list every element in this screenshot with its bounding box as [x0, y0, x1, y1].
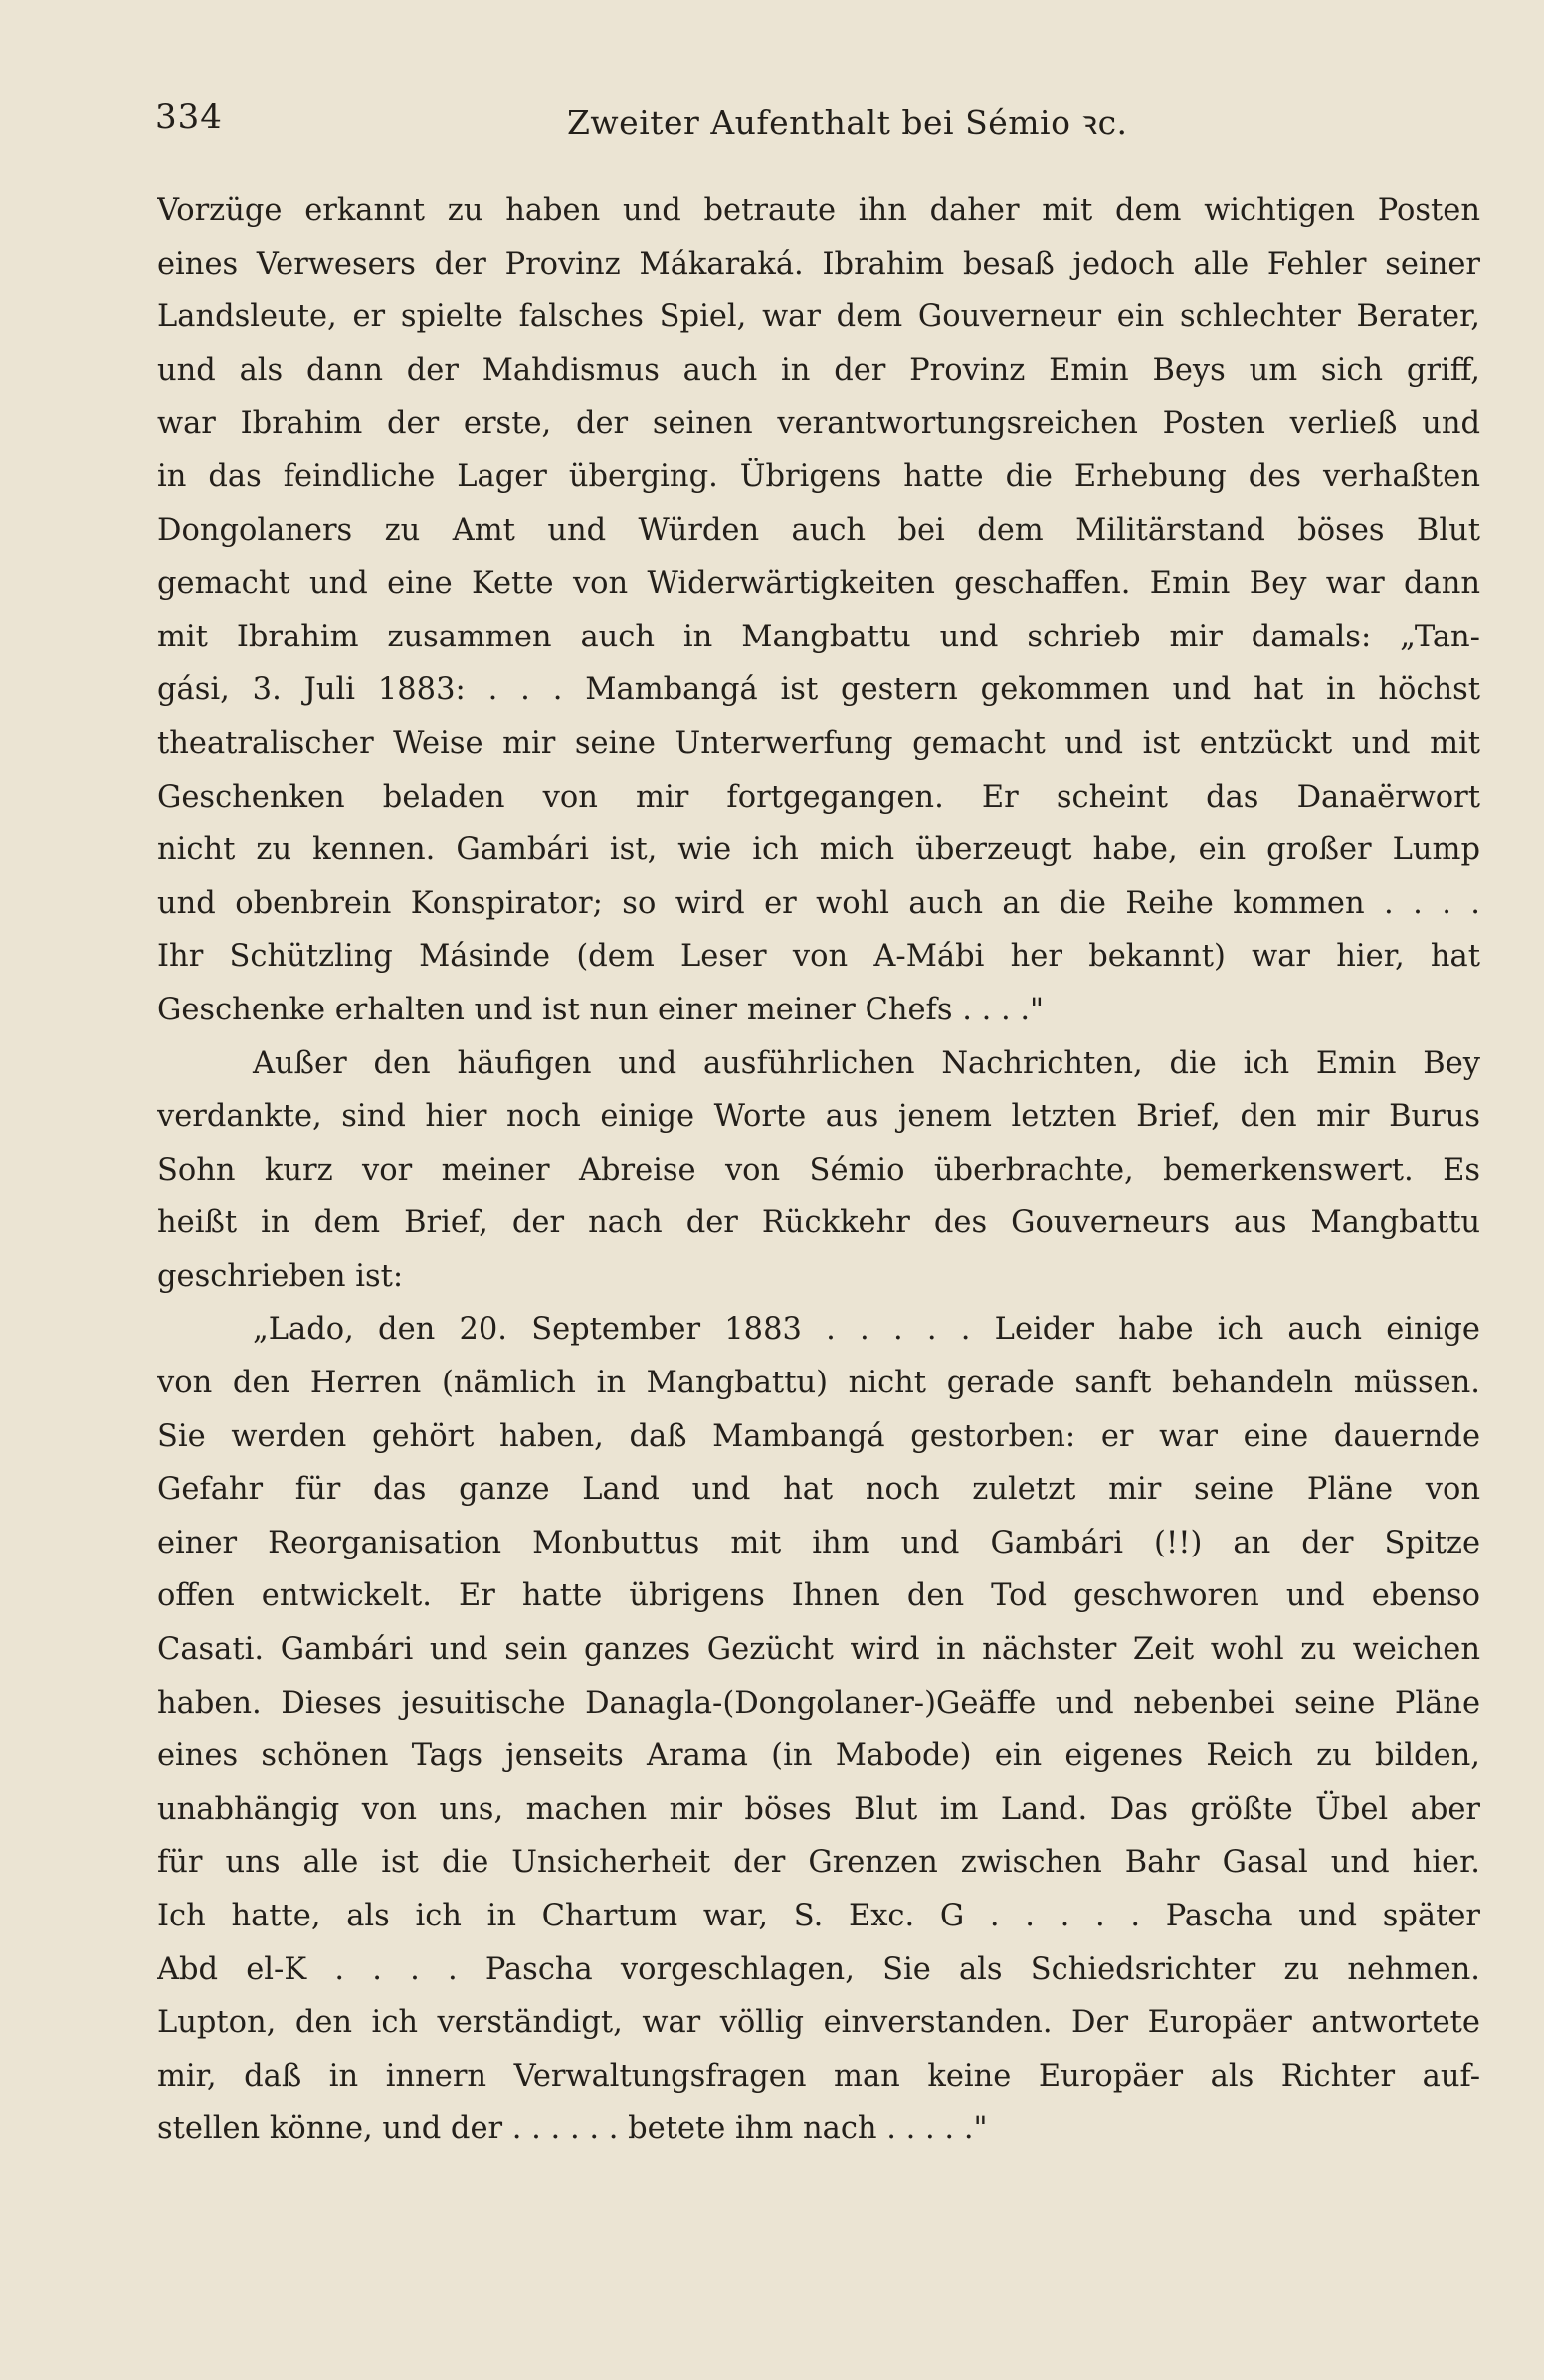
- text-line: und obenbrein Konspirator; so wird er wohl auch an die Reihe kommen . . . .: [157, 885, 1480, 921]
- text-line: Sohn kurz vor meiner Abreise von Sémio überbrachte, bemerkenswert. Es: [157, 1152, 1480, 1188]
- text-line: Außer den häufigen und ausführlichen Nachrichten, die ich Emin Bey: [253, 1045, 1480, 1081]
- text-line: eines Verwesers der Provinz Mákaraká. Ibrahim besaß jedoch alle Fehler seiner: [157, 246, 1480, 281]
- text-line: Ich hatte, als ich in Chartum war, S. Exc. G . . . . . Pascha und später: [157, 1899, 1480, 1933]
- text-line: Geschenke erhalten und ist nun einer meiner Chefs . . . .": [157, 992, 1045, 1027]
- text-line: in das feindliche Lager überging. Übrigens hatte die Erhebung des verhaßten: [157, 458, 1480, 494]
- text-line: geschrieben ist:: [157, 1258, 404, 1294]
- text-line: „Lado, den 20. September 1883 . . . . . Leider habe ich auch einige: [253, 1312, 1480, 1348]
- text-line: war Ibrahim der erste, der seinen verantwortungsreichen Posten verließ und: [157, 406, 1480, 442]
- text-line: eines schönen Tags jenseits Arama (in Mabode) ein eigenes Reich zu bilden,: [157, 1739, 1480, 1774]
- text-line: Geschenken beladen von mir fortgegangen. Er scheint das Danaërwort: [157, 779, 1480, 815]
- text-line: Vorzüge erkannt zu haben und betraute ihn daher mit dem wichtigen Posten: [157, 193, 1480, 228]
- text-line: Sie werden gehört haben, daß Mambangá gestorben: er war eine dauernde: [157, 1418, 1480, 1454]
- text-line: einer Reorganisation Monbuttus mit ihm und Gambári (!!) an der Spitze: [157, 1525, 1480, 1560]
- body-text: [157, 184, 1480, 2156]
- text-line: für uns alle ist die Unsicherheit der Grenzen zwischen Bahr Gasal und hier.: [157, 1845, 1480, 1881]
- text-line: gási, 3. Juli 1883: . . . Mambangá ist gestern gekommen und hat in höchst: [157, 672, 1480, 708]
- text-line: heißt in dem Brief, der nach der Rückkehr des Gouverneurs aus Mangbattu: [157, 1205, 1480, 1241]
- page-number: 334: [155, 97, 223, 137]
- text-line: Abd el-K . . . . Pascha vorgeschlagen, Sie als Schiedsrichter zu nehmen.: [157, 1951, 1480, 1987]
- text-line: Lupton, den ich verständigt, war völlig einverstanden. Der Europäer antwortete: [157, 2005, 1480, 2041]
- running-title: Zweiter Aufenthalt bei Sémio ꝛc.: [567, 103, 1128, 142]
- text-line: Landsleute, er spielte falsches Spiel, war dem Gouverneur ein schlechter Berater,: [157, 299, 1480, 335]
- text-line: Ihr Schützling Másinde (dem Leser von A-Mábi her bekannt) war hier, hat: [157, 939, 1480, 975]
- text-line: Gefahr für das ganze Land und hat noch zuletzt mir seine Pläne von: [157, 1472, 1480, 1508]
- page-header: [149, 97, 1443, 157]
- text-line: haben. Dieses jesuitische Danagla-(Dongolaner-)Geäffe und nebenbei seine Pläne: [157, 1685, 1480, 1721]
- text-line: nicht zu kennen. Gambári ist, wie ich mich überzeugt habe, ein großer Lump: [157, 832, 1480, 868]
- text-line: verdankte, sind hier noch einige Worte aus jenem letzten Brief, den mir Burus: [157, 1099, 1480, 1135]
- text-line: stellen könne, und der . . . . . . betete ihm nach . . . . .": [157, 2111, 988, 2147]
- text-line: unabhängig von uns, machen mir böses Blut im Land. Das größte Übel aber: [157, 1791, 1480, 1827]
- text-line: und als dann der Mahdismus auch in der Provinz Emin Beys um sich griff,: [157, 352, 1480, 388]
- text-line: Dongolaners zu Amt und Würden auch bei dem Militärstand böses Blut: [157, 512, 1480, 548]
- text-line: offen entwickelt. Er hatte übrigens Ihnen den Tod geschworen und ebenso: [157, 1578, 1480, 1614]
- text-line: von den Herren (nämlich in Mangbattu) nicht gerade sanft behandeln müssen.: [157, 1366, 1480, 1401]
- text-line: gemacht und eine Kette von Widerwärtigkeiten geschaffen. Emin Bey war dann: [157, 566, 1480, 602]
- text-line: mir, daß in innern Verwaltungsfragen man keine Europäer als Richter auf-: [157, 2058, 1480, 2094]
- text-line: theatralischer Weise mir seine Unterwerfung gemacht und ist entzückt und mit: [157, 725, 1480, 761]
- text-line: mit Ibrahim zusammen auch in Mangbattu und schrieb mir damals: „Tan-: [157, 619, 1480, 654]
- text-line: Casati. Gambári und sein ganzes Gezücht wird in nächster Zeit wohl zu weichen: [157, 1632, 1480, 1668]
